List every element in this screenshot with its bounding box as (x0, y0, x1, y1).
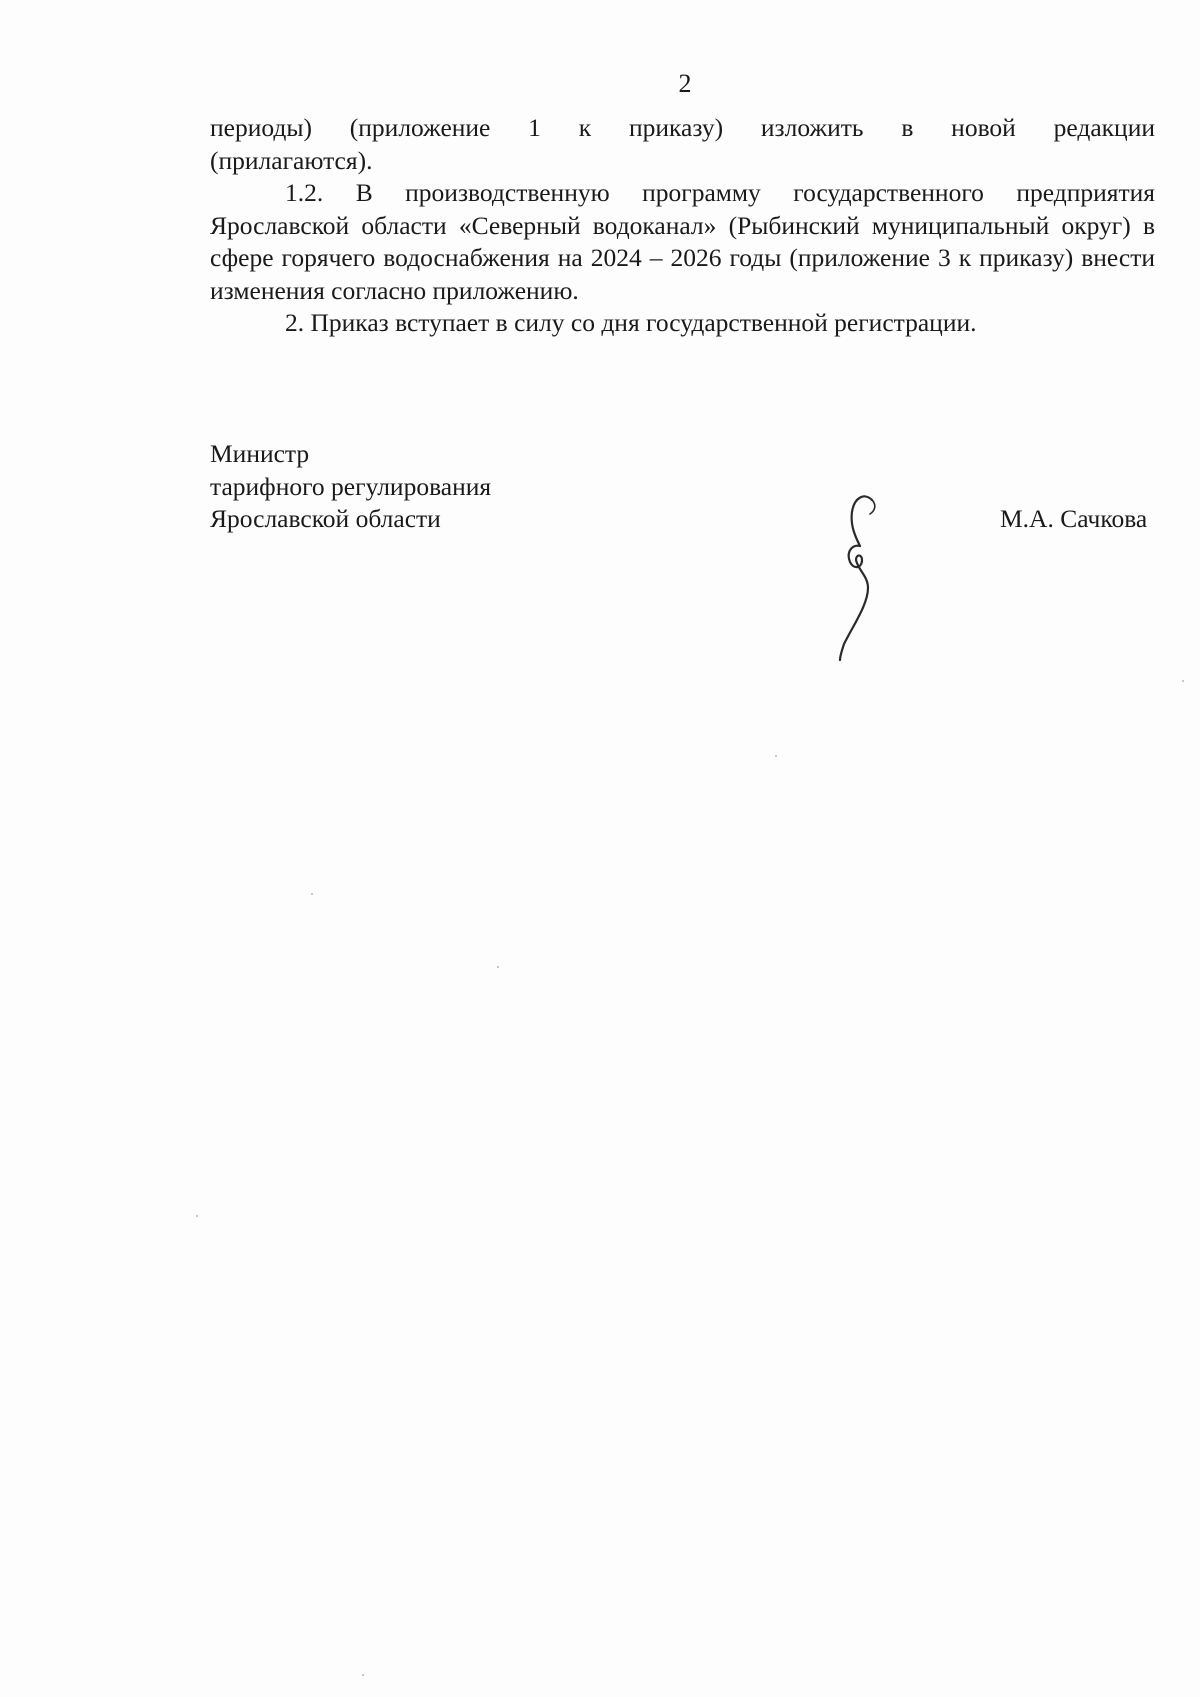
scan-speck (497, 966, 499, 968)
paragraph-1-2: 1.2. В производственную программу государственного предприятия Ярославской области «Северный водоканал» (Рыбинский муниципальный округ) в сфере горячего водоснабжения на 2024 – 2026 годы (приложение 3 к приказу) внести изменения согласно приложению. (210, 178, 1155, 305)
page-number: 2 (678, 69, 692, 98)
scan-speck (196, 1215, 198, 1217)
signatory-title-line-1: Министр (210, 439, 310, 468)
scan-speck (311, 893, 313, 895)
scan-speck (1182, 680, 1184, 682)
signatory-title-block (210, 438, 491, 536)
document-body (210, 112, 1155, 340)
signatory-title-line-2: тарифного регулирования (210, 471, 492, 501)
paragraph-1-line-2: (прилагаются). (210, 145, 373, 175)
scan-speck (362, 1674, 364, 1676)
paragraph-1-line-1: периоды) (приложение 1 к приказу) изложить в новой редакции (210, 113, 1155, 142)
handwritten-signature (820, 488, 900, 668)
signer-name: М.А. Сачкова (1000, 504, 1148, 533)
scan-speck (775, 755, 777, 757)
signatory-title-line-3: Ярославской области (210, 504, 441, 533)
paragraph-2: 2. Приказ вступает в силу со дня государственной регистрации. (285, 308, 977, 337)
